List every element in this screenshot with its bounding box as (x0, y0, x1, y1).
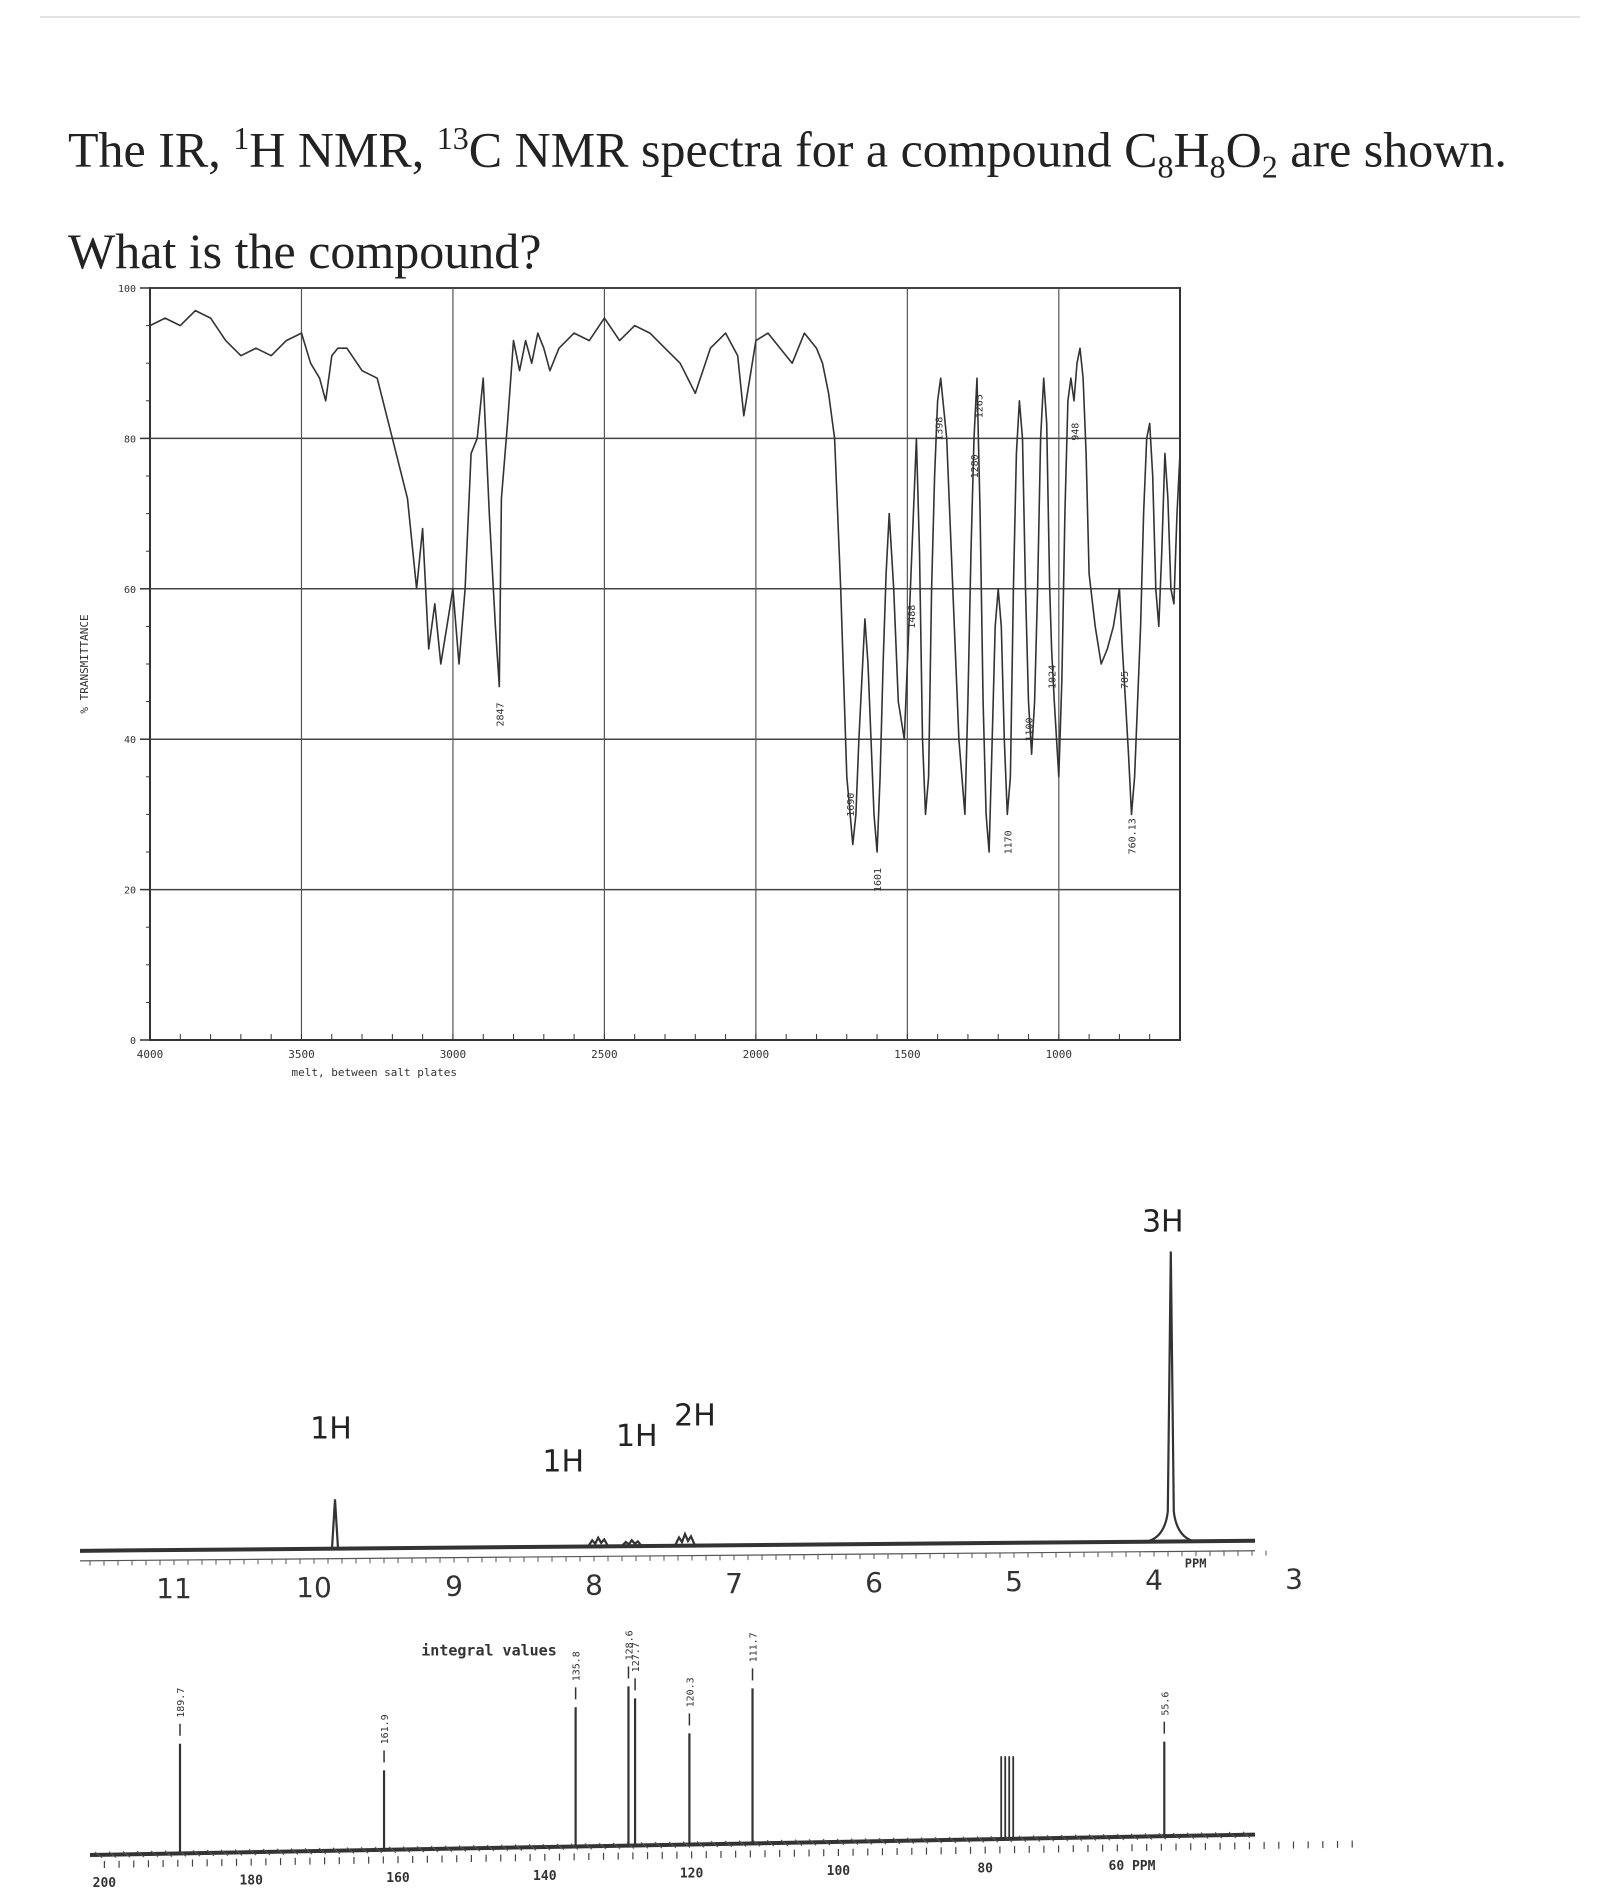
h-nmr-tick-label: 4 (1145, 1563, 1163, 1597)
h-nmr-integral-value: 1H (310, 1411, 352, 1447)
ir-y-tick-label: 60 (123, 584, 136, 596)
c-nmr-tick-label: 140 (533, 1868, 557, 1884)
ir-peak-label: 785 (1119, 670, 1131, 689)
question-text: The IR, $^1$H NMR, $^{13}$C NMR spectra for a compound $C_8H_8O_2$ are shown. What is the compound? (68, 120, 1507, 279)
h-nmr-tick-label: 11 (156, 1572, 192, 1605)
h-nmr-ppm-label: PPM (1184, 1556, 1207, 1571)
ir-x-tick-label: 2500 (591, 1048, 618, 1061)
ir-peak-label: 1265 (974, 394, 986, 419)
ir-x-tick-label: 2000 (742, 1048, 770, 1061)
h-nmr-integral-label: integral values (421, 1641, 557, 1660)
c-nmr-tick-label: 200 (92, 1876, 117, 1891)
c-nmr-peak-label: 111.7 (748, 1632, 760, 1663)
c-nmr-tick-label: 100 (826, 1864, 851, 1879)
c-nmr-peak-label: 189.7 (176, 1687, 187, 1718)
ir-peak-label: 948 (1070, 422, 1082, 441)
c-nmr-tick-label: 120 (679, 1866, 704, 1882)
c-nmr-peak-label: 135.8 (571, 1651, 583, 1682)
c-nmr-tick-label: 180 (239, 1873, 263, 1889)
c-nmr-spectrum-chart (0, 1600, 1620, 1896)
ir-y-tick-label: 40 (123, 735, 136, 747)
h-nmr-integral-value: 2H (674, 1398, 716, 1434)
ir-peak-label: 1024 (1047, 664, 1059, 689)
h-nmr-integral-value: 1H (615, 1419, 658, 1455)
h-nmr-tick-label: 5 (1005, 1564, 1023, 1598)
ir-peak-label: 1601 (872, 867, 884, 892)
ir-peak-label: 1488 (906, 604, 918, 629)
ir-y-axis-label: % TRANSMITTANCE (78, 614, 91, 714)
ir-x-tick-label: 3000 (439, 1048, 467, 1061)
ir-peak-label: 1690 (845, 792, 857, 817)
ir-peak-label: 760.13 (1127, 818, 1139, 855)
c-nmr-peak-label: 161.9 (380, 1714, 392, 1745)
h-nmr-peak (332, 1499, 338, 1548)
h-nmr-peak (1147, 1251, 1195, 1541)
h-nmr-tick-label: 8 (585, 1568, 603, 1602)
ir-y-tick-label: 80 (123, 434, 136, 446)
h-nmr-tick-label: 3 (1285, 1562, 1303, 1596)
h-nmr-tick-label: 9 (445, 1569, 463, 1603)
ir-x-tick-label: 1500 (894, 1048, 921, 1061)
c-nmr-peak-label: 128.6 (624, 1630, 636, 1661)
c-nmr-tick-label: 60 PPM (1108, 1859, 1156, 1875)
h-nmr-baseline (80, 1541, 1255, 1551)
h-nmr-tick-label: 10 (296, 1570, 332, 1604)
c-nmr-peak-label: 55.6 (1160, 1691, 1172, 1716)
top-divider (40, 16, 1580, 18)
h-nmr-integral-value: 1H (542, 1444, 585, 1480)
ir-spectrum-chart (0, 270, 1620, 1079)
c-nmr-tick-label: 160 (386, 1871, 410, 1887)
ir-peak-label: 2847 (495, 702, 507, 727)
h-nmr-integral-value: 3H (1141, 1204, 1184, 1240)
ir-plot-frame (150, 288, 1180, 1040)
ir-peak-label: 1100 (1024, 717, 1036, 742)
ir-x-tick-label: 1000 (1045, 1048, 1073, 1061)
h-nmr-scale-line (80, 1551, 1255, 1561)
ir-x-axis-label: melt, between salt plates (291, 1066, 458, 1079)
ir-y-tick-label: 0 (129, 1036, 136, 1047)
ir-peak-label: 1280 (970, 454, 981, 479)
c-nmr-peak-label: 120.3 (685, 1677, 697, 1708)
ir-y-tick-label: 100 (117, 284, 136, 295)
ir-x-tick-label: 3500 (288, 1048, 315, 1061)
ir-x-tick-label: 4000 (136, 1048, 164, 1061)
ir-transmittance-line (150, 311, 1180, 855)
c-nmr-tick-label: 80 (977, 1861, 994, 1877)
h-nmr-tick-label: 6 (865, 1566, 883, 1599)
ir-y-tick-label: 20 (123, 885, 136, 897)
ir-peak-label: 1398 (934, 416, 946, 441)
c-nmr-peak-label: 127.7 (631, 1642, 643, 1673)
ir-peak-label: 1170 (1003, 830, 1015, 855)
h-nmr-tick-label: 7 (725, 1567, 743, 1601)
